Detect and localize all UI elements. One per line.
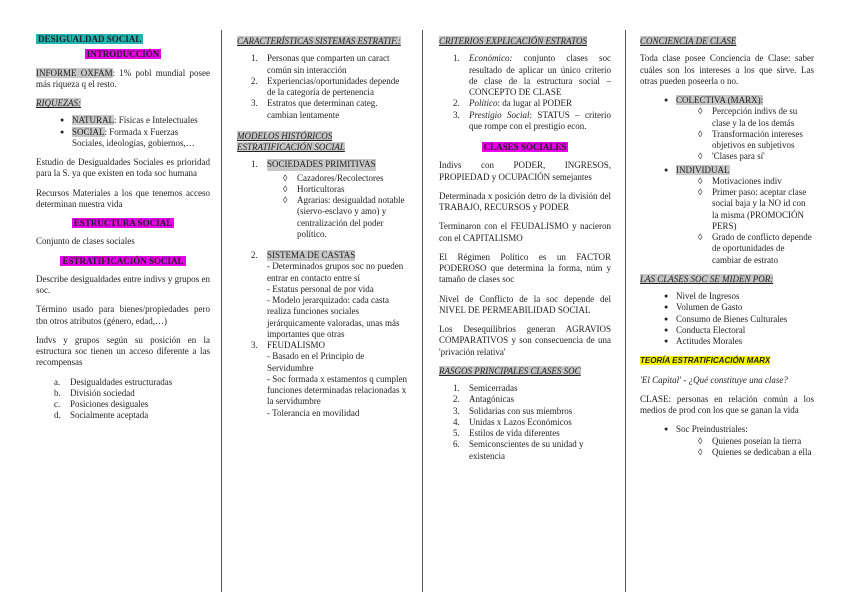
list-item: ● Consumo de Bienes Culturales — [676, 314, 814, 325]
list-marker: 2. — [453, 98, 460, 109]
list-item — [453, 53, 611, 98]
list-text — [469, 110, 611, 133]
heading-conciencia: CONCIENCIA DE CLASE — [640, 36, 737, 46]
preindustriales-sublist — [640, 436, 814, 459]
list-item — [453, 406, 611, 417]
column-4 — [640, 34, 814, 591]
heading-modelos-historicos: MODELOS HISTÓRICOS ESTRATIFICACIÓN SOCIAL — [237, 130, 345, 152]
list-marker: 3. — [453, 109, 460, 120]
paragraph: El Régimen Político es un FACTOR PODEROSO que determina la forma, núm y tamaño de clases soc — [439, 251, 611, 285]
list-item: ● Actitudes Morales — [676, 336, 814, 347]
list-text: División sociedad — [70, 387, 135, 398]
modelo-2 — [237, 250, 409, 261]
list-text: Desigualdades estructuradas — [70, 376, 173, 387]
social-label: SOCIAL — [72, 126, 105, 137]
rasgos-list — [439, 383, 611, 462]
list-text: Personas que comparten un caract común sin interacción — [267, 53, 390, 75]
natural-text: : Físicas e Intelectuales — [114, 115, 198, 126]
individual-list — [640, 165, 814, 176]
modelo-1-sublist — [237, 173, 409, 241]
heading-teoria-marx: TEORÍA ESTRATIFICACIÓN MARX — [640, 356, 771, 366]
line: - Determinados grupos soc no pueden entrar en contacto entre sí — [267, 261, 404, 283]
criterio-label: Político — [469, 98, 498, 109]
criterio-text: : da lugar al PODER — [497, 98, 572, 109]
paragraph: Recursos Materiales a los que tenemos acceso determinan nuestra vida — [36, 187, 210, 209]
heading-criterios: CRITERIOS EXPLICACIÓN ESTRATOS — [439, 36, 587, 46]
modelo-title: FEUDALISMO — [267, 340, 326, 350]
individual-sublist — [640, 176, 814, 266]
criterio-text: conjunto clases soc resultado de aplicar un único criterio de clase de la estructura social – CONCEPTO DE CLASE — [469, 53, 611, 97]
list-item: ◊ Quienes poseían la tierra — [698, 436, 814, 447]
line: - Estatus personal de por vida — [267, 283, 374, 294]
list-text: Experiencias/oportunidades depende de la categoría de pertenencia — [267, 75, 400, 97]
list-item: ◊ Grado de conflicto depende de oportunidades de cambiar de estrato — [698, 232, 814, 266]
list-marker: 2. — [453, 394, 460, 405]
criterio-label: Económico: — [469, 53, 513, 64]
list-item: ◊ Primer paso: aceptar clase social baja y la NO id con la misma (PROMOCIÓN PERS) — [698, 187, 814, 232]
list-marker: b. — [54, 387, 61, 398]
list-item — [453, 439, 611, 462]
line: - Tolerancia en movilidad — [267, 407, 360, 418]
list-item — [453, 417, 611, 428]
natural-label: NATURAL — [72, 115, 114, 126]
column-3 — [439, 34, 611, 591]
list-item — [251, 53, 409, 76]
list-item: ◊ 'Clases para sí' — [698, 151, 814, 162]
list-item — [453, 383, 611, 394]
line: - Soc formada x estamentos q cumplen funciones determinadas relacionadas x la servidumbre — [267, 373, 407, 407]
paragraph: Indivs con PODER, INGRESOS, PROPIEDAD y OCUPACIÓN semejantes — [439, 160, 611, 182]
list-item — [453, 110, 611, 133]
list-item: ◊ Quienes se dedicaban a ella — [698, 447, 814, 458]
criterios-list — [439, 53, 611, 132]
list-marker: 4. — [453, 416, 460, 427]
list-text: Estilos de vida diferentes — [469, 428, 560, 438]
paragraph: Los Desequilibrios generan AGRAVIOS COMPARATIVOS y son consecuencia de una 'privación relativa' — [439, 324, 611, 357]
desigualdades-list — [36, 377, 210, 422]
list-item — [453, 98, 611, 109]
list-marker: d. — [54, 410, 61, 421]
list-marker: 1. — [453, 383, 460, 393]
list-item: ◊ Motivaciones indiv — [698, 176, 814, 187]
oxfam-text: : 1% pobl mundial posee más riqueza q el resto. — [36, 67, 210, 89]
list-item — [453, 428, 611, 439]
paragraph: Nivel de Conflicto de la soc depende del NIVEL DE PERMEABILIDAD SOCIAL — [439, 293, 611, 315]
list-marker: 3. — [251, 98, 258, 109]
preindustriales-list — [640, 424, 814, 435]
title-desigualdad-social: DESIGUALDAD SOCIAL — [38, 34, 142, 44]
miden-list — [640, 291, 814, 347]
list-text: Antagónicas — [469, 394, 514, 405]
list-marker: 3. — [251, 340, 258, 350]
list-text: Semiconscientes de su unidad y existencia — [469, 439, 584, 461]
line: - Modelo jerarquizado: cada casta realiza funciones sociales jerárquicamente valoradas, unas más importantes que otras — [267, 295, 400, 339]
paragraph: Indvs y grupos según su posición en la estructura soc tienen un acceso diferente a las recompensas — [36, 334, 210, 368]
column-2 — [237, 34, 409, 591]
modelo-1 — [237, 159, 409, 170]
oxfam-paragraph — [36, 68, 210, 91]
caracteristicas-list — [237, 53, 409, 121]
list-item: ◊ Percepción indivs de su clase y la de los demás — [698, 106, 814, 129]
list-item: ● Nivel de Ingresos — [676, 291, 814, 302]
list-marker: c. — [54, 399, 61, 409]
modelo-3-lines — [237, 351, 409, 419]
list-item — [72, 127, 210, 150]
list-text: Solidarias con sus miembros — [469, 405, 573, 416]
paragraph: Término usado para bienes/propiedades pero tbn otros atributos (género, edad,…) — [36, 304, 210, 326]
list-marker: 2. — [251, 75, 258, 86]
criterio-label: Prestigio Social — [469, 109, 530, 120]
heading-rasgos: RASGOS PRINCIPALES CLASES SOC — [439, 365, 581, 376]
line: - Basado en el Principio de Servidumbre — [267, 351, 365, 373]
list-item — [453, 394, 611, 405]
heading-caracteristicas: CARACTERÍSTICAS SISTEMAS ESTRATIF.: — [237, 36, 401, 46]
social-text: : Formada x Fuerzas Sociales, ideologías, gobiernos,… — [72, 126, 195, 148]
modelo-2-lines — [237, 261, 409, 340]
list-item — [676, 165, 814, 176]
list-marker: 6. — [453, 439, 460, 450]
heading-estructura-social: ESTRUCTURA SOCIAL — [73, 218, 173, 228]
paragraph: Terminaron con el FEUDALISMO y nacieron con el CAPITALISMO — [439, 221, 611, 243]
colectiva-sublist — [640, 106, 814, 162]
list-item: ● Conducta Electoral — [676, 325, 814, 336]
list-item: ● Soc Preindustriales: — [676, 424, 814, 435]
list-item: ◊ Transformación intereses objetivos en subjetivos — [698, 129, 814, 152]
list-item — [54, 399, 210, 410]
list-item — [54, 388, 210, 399]
column-divider — [625, 30, 626, 592]
heading-estratificacion-social: ESTRATIFICACIÓN SOCIAL — [62, 255, 184, 266]
riquezas-list — [36, 115, 210, 149]
modelo-3 — [237, 340, 409, 351]
column-1 — [36, 34, 210, 591]
paragraph: Describe desigualdades entre indivs y grupos en soc. — [36, 273, 210, 295]
paragraph: Determinada x posición detro de la división del TRABAJO, RECURSOS y PODER — [439, 190, 611, 212]
list-item — [676, 95, 814, 106]
oxfam-label: INFORME OXFAM — [36, 67, 113, 78]
modelo-title: SISTEMA DE CASTAS — [267, 250, 356, 260]
list-text: Estratos que determinan categ. cambian lentamente — [267, 98, 378, 120]
list-marker: 5. — [453, 428, 460, 438]
list-item — [54, 377, 210, 388]
individual-label: INDIVIDUAL — [676, 164, 730, 175]
list-text: Posiciones desiguales — [70, 399, 149, 409]
list-text — [469, 98, 611, 109]
criterio-text: : STATUS – criterio que rompe con el prestigio econ. — [469, 109, 611, 131]
colectiva-label: COLECTIVA (MARX): — [676, 95, 764, 105]
conciencia-list — [640, 95, 814, 106]
column-divider — [422, 30, 423, 592]
list-marker: 2. — [251, 250, 258, 260]
list-item — [54, 410, 210, 421]
list-item: ◊ Horticultoras — [283, 184, 409, 195]
column-divider — [221, 30, 222, 592]
paragraph: Estudio de Desigualdades Sociales es prioridad para la S. ya que existen en toda soc humana — [36, 157, 210, 179]
list-item: ◊ Agrarias: desigualdad notable (siervo-esclavo y amo) y centralización del poder político. — [283, 195, 409, 240]
list-item: ◊ Cazadores/Recolectores — [283, 173, 409, 184]
list-text: Semicerradas — [469, 383, 518, 393]
list-text: Unidas x Lazos Económicos — [469, 416, 572, 427]
list-marker: 1. — [453, 53, 460, 64]
paragraph: CLASE: personas en relación común a los medios de prod con los que se ganan la vida — [640, 393, 814, 415]
list-marker: 3. — [453, 405, 460, 416]
modelo-title: SOCIEDADES PRIMITIVAS — [267, 159, 376, 170]
list-item — [251, 76, 409, 99]
heading-clases-sociales: CLASES SOCIALES — [483, 142, 567, 152]
list-marker: 1. — [251, 159, 258, 170]
heading-introduccion: INTRODUCCIÓN — [86, 49, 160, 60]
heading-se-miden-por: LAS CLASES SOC SE MIDEN POR: — [640, 273, 774, 284]
list-marker: 1. — [251, 53, 258, 64]
paragraph: Toda clase posee Conciencia de Clase: saber cuáles son los intereses a los que sirve. Las otras pueden poseerla o no. — [640, 53, 814, 86]
list-item — [251, 98, 409, 121]
question: 'El Capital' - ¿Qué constituye una clase? — [640, 374, 788, 385]
list-item — [72, 115, 210, 126]
heading-riquezas: RIQUEZAS: — [36, 98, 81, 108]
list-item: ● Volumen de Gasto — [676, 302, 814, 313]
list-marker: a. — [54, 376, 61, 387]
paragraph: Conjunto de clases sociales — [36, 236, 135, 247]
list-text — [469, 53, 611, 98]
list-text: Socialmente aceptada — [70, 410, 149, 421]
